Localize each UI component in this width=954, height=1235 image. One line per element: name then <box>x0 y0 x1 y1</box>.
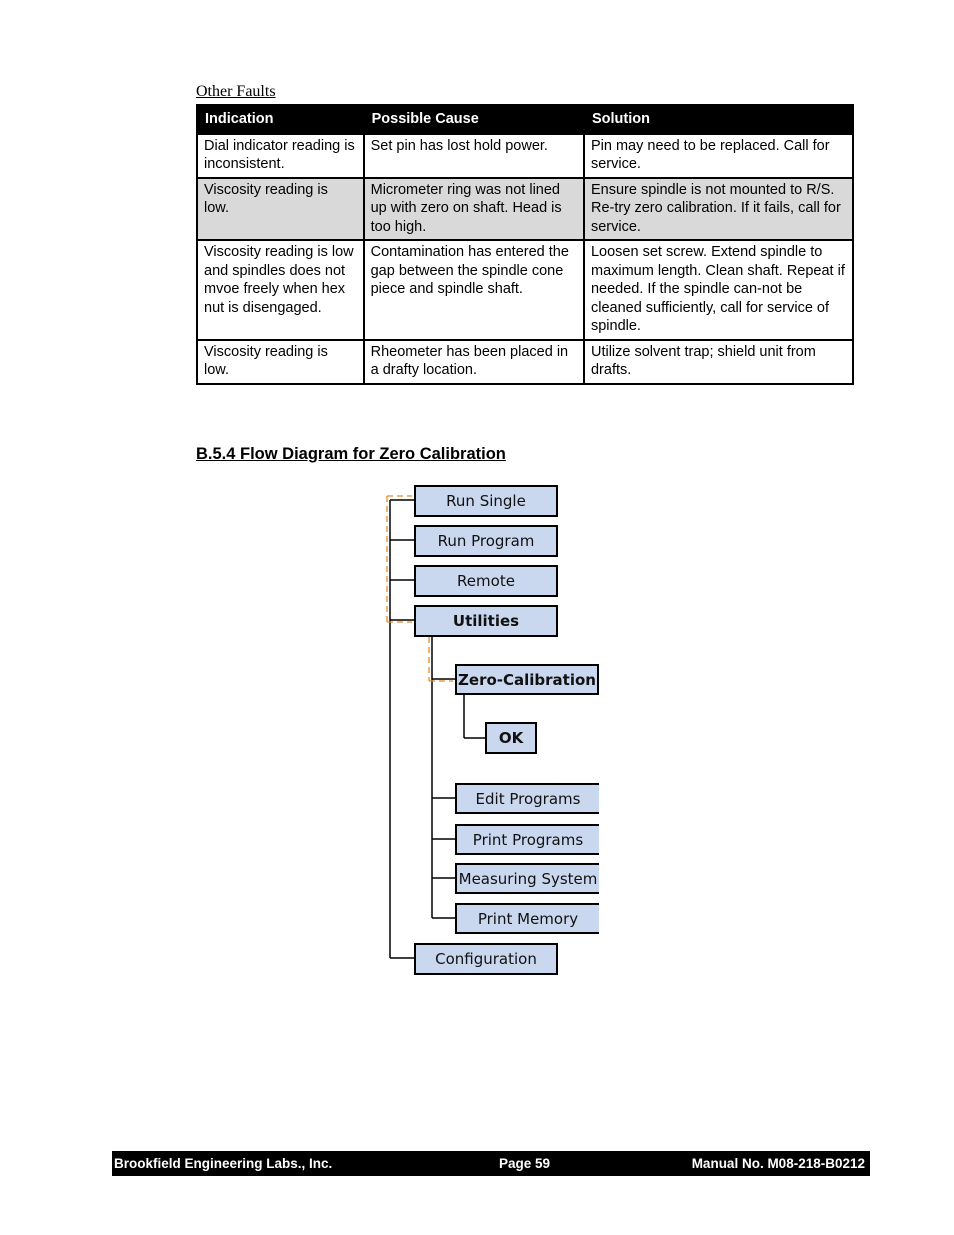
zero-calibration-button[interactable]: Zero-Calibration <box>455 664 599 695</box>
run-program-button[interactable]: Run Program <box>414 525 558 557</box>
indication-cell: Viscosity reading is low. <box>197 340 364 384</box>
cause-cell: Rheometer has been placed in a drafty location. <box>364 340 584 384</box>
solution-cell: Loosen set screw. Extend spindle to maximum length. Clean shaft. Repeat if needed. If the spindle can-not be cleaned sufficiently, call for service of spindle. <box>584 240 853 340</box>
table-row <box>197 178 853 241</box>
configuration-button[interactable]: Configuration <box>414 943 558 975</box>
utilities-button[interactable]: Utilities <box>414 605 558 637</box>
footer-company: Brookfield Engineering Labs., Inc. <box>114 1156 333 1171</box>
table-caption: Other Faults <box>196 83 276 100</box>
column-header-cause: Possible Cause <box>364 105 584 134</box>
column-header-indication: Indication <box>197 105 364 134</box>
section-heading: B.5.4 Flow Diagram for Zero Calibration <box>196 445 506 463</box>
solution-cell: Utilize solvent trap; shield unit from drafts. <box>584 340 853 384</box>
print-programs-button[interactable]: Print Programs <box>455 824 599 855</box>
solution-cell: Ensure spindle is not mounted to R/S. Re-try zero calibration. If it fails, call for service. <box>584 178 853 241</box>
edit-programs-button[interactable]: Edit Programs <box>455 783 599 814</box>
indication-cell: Dial indicator reading is inconsistent. <box>197 134 364 178</box>
table-row <box>197 134 853 178</box>
column-header-solution: Solution <box>584 105 853 134</box>
measuring-system-button[interactable]: Measuring System <box>455 863 599 894</box>
footer-manual-number: Manual No. M08-218-B0212 <box>691 1156 865 1171</box>
indication-cell: Viscosity reading is low. <box>197 178 364 241</box>
indication-cell: Viscosity reading is low and spindles does not mvoe freely when hex nut is disengaged. <box>197 240 364 340</box>
cause-cell: Contamination has entered the gap between the spindle cone piece and spindle shaft. <box>364 240 584 340</box>
table-row <box>197 240 853 340</box>
run-single-button[interactable]: Run Single <box>414 485 558 517</box>
remote-button[interactable]: Remote <box>414 565 558 597</box>
cause-cell: Micrometer ring was not lined up with zero on shaft. Head is too high. <box>364 178 584 241</box>
footer-page-number: Page 59 <box>499 1156 551 1171</box>
print-memory-button[interactable]: Print Memory <box>455 903 599 934</box>
ok-button[interactable]: OK <box>485 722 537 754</box>
faults-table <box>196 104 854 385</box>
solution-cell: Pin may need to be replaced. Call for service. <box>584 134 853 178</box>
table-header-row <box>197 105 853 134</box>
cause-cell: Set pin has lost hold power. <box>364 134 584 178</box>
table-row <box>197 340 853 384</box>
page-footer <box>112 1151 870 1176</box>
